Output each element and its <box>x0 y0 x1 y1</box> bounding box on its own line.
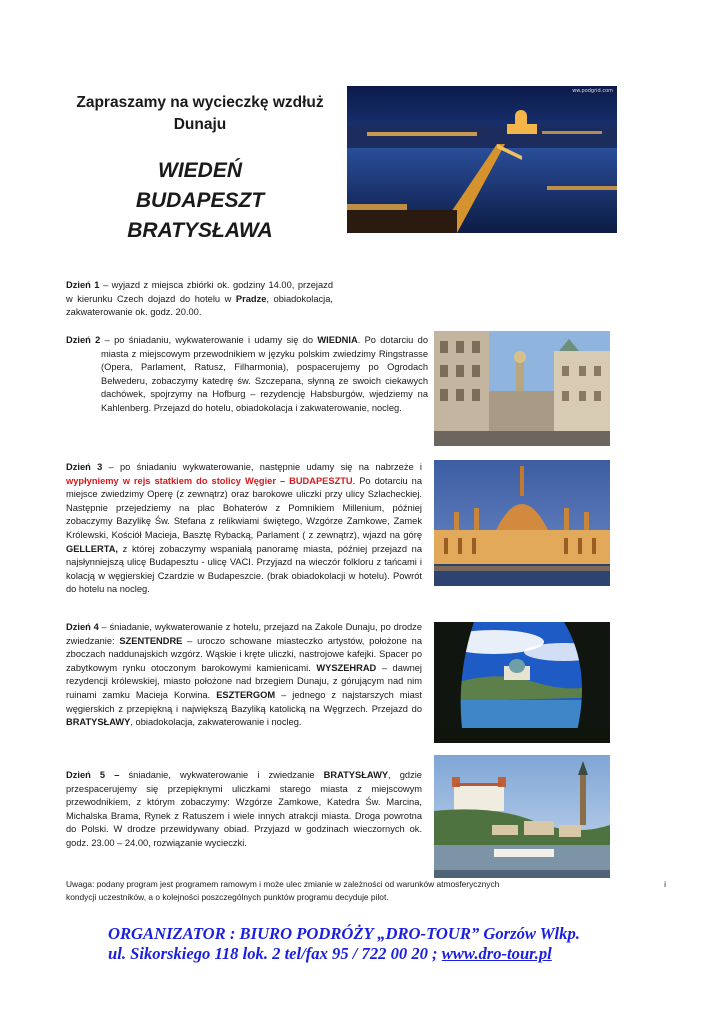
day-5-text-end: , gdzie przespacerujemy się przepięknymi uliczkami starego miasta z miejscowym przewodnikiem, z którym zobaczymy: Wzgórze Zamkowe, Katedra Św. Marcina, Michalska Brama, Rynek z Ratuszem i wiele innych atrakcji miasta. Droga powrotna do Polski. W drodze przewidywany obiad. Przyjazd w godzinach wieczornych ok. godz. 23.00 – 24.00, rozwiązanie wycieczki. <box>66 770 422 848</box>
day-3-gellert: GELLERTA, <box>66 543 118 554</box>
organizer-line-1: ORGANIZATOR : BIURO PODRÓŻY „DRO-TOUR” Gorzów Wlkp. <box>108 924 580 943</box>
day-1-text-end: , obiadokolacja, zakwaterowanie ok. godz. 20.00. <box>66 293 333 318</box>
danube-bend-photo <box>434 622 610 743</box>
city-budapest: BUDAPESZT <box>135 189 265 212</box>
day-5-bratislava: BRATYSŁAWY <box>323 770 389 780</box>
intro-line-2: Dunaju <box>173 116 227 133</box>
organizer-footer <box>108 924 628 964</box>
day-3-text-end: z której zobaczymy wspaniałą panoramę miasta, później przejazd na najsłynniejszą ulicę Budapesztu - ulicę VACI. Przyjazd na wieczór folkloru z tańcami i kolacją w węgierskiej Czardzie w Budapeszcie. (brak obiadokolacji w hotelu). Powrót do hotelu na nocleg. <box>66 543 422 595</box>
program-note <box>66 878 666 903</box>
vienna-street-image <box>434 331 610 446</box>
day-4-paragraph <box>66 621 422 730</box>
vienna-street-photo <box>434 331 610 446</box>
day-1-text: – wyjazd z miejsca zbiórki ok. godziny 14.00, przejazd w kierunku Czech dojazd do hotelu w <box>66 280 333 304</box>
day-4-text: – śniadanie, wykwaterowanie z hotelu, przejazd na Zakole Dunaju, po drodze zwiedzanie: <box>66 622 422 646</box>
day-4-wyszehrad: WYSZEHRAD <box>316 662 377 673</box>
intro-line-1: Zapraszamy na wycieczkę wzdłuż <box>76 94 324 111</box>
day-4-esztergom: ESZTERGOM <box>216 689 276 700</box>
photo-watermark: ww.podgrid.com <box>572 88 613 94</box>
intro-heading <box>60 92 340 246</box>
day-4-szentendre: SZENTENDRE <box>119 635 183 646</box>
day-2-label: Dzień 2 <box>66 335 101 345</box>
bratislava-castle-photo <box>434 755 610 878</box>
day-3-cruise-highlight: wypłyniemy w rejs statkiem do stolicy Węgier – BUDAPESZTU <box>66 475 353 486</box>
day-2-text: – po śniadaniu, wykwaterowanie i udamy się do <box>100 335 318 345</box>
note-line-1: Uwaga: podany program jest programem ramowym i może ulec zmianie w zależności od warunków atmosferycznych <box>66 879 500 889</box>
organizer-website-link[interactable]: www.dro-tour.pl <box>441 944 552 963</box>
day-4-text-3: – dawnej rezydencji królewskiej, miasto położone nad brzegiem Dunaju, z górującym nad nim ruinami zamku Macieja Korwina. <box>66 662 422 700</box>
budapest-night-image <box>347 86 617 233</box>
day-5-label: Dzień 5 – <box>66 770 120 780</box>
day-3-text-mid: . Po dotarciu na miejsce zwiedzimy Operę (z zewnątrz) oraz barokowe uliczki przy ulicy Szlacheckiej. Następnie przejedziemy na plac Bohaterów z Pomnikiem Millenium, później zobaczymy Bazylikę Św. Stefana z relikwiami świętego, Wzgórze Zamkowe, Zamek Królewski, Kościół Macieja, Basztę Rybacką, Parlament ( z zewnątrz), wjazd na górę <box>66 475 423 540</box>
day-4-bratislava: BRATYSŁAWY <box>66 717 131 728</box>
day-4-text-end: , obiadokolacja, zakwaterowanie i nocleg. <box>130 717 302 728</box>
day-1-label: Dzień 1 <box>66 280 100 290</box>
danube-bend-image <box>434 622 610 743</box>
note-trailing-char: i <box>664 879 666 889</box>
day-3-label: Dzień 3 <box>66 462 103 472</box>
parliament-photo <box>434 460 610 586</box>
bratislava-castle-image <box>434 755 610 878</box>
parliament-image <box>434 460 610 586</box>
day-2-text-end: . Po dotarciu do miasta z miejscowym przewodnikiem w języku polskim zwiedzimy Ringstrasse (Opera, Parlament, Ratusz, Filharmonia), pospacerujemy po Ogrodach Belwederu, zobaczymy katedrę św. Szczepana, słynną ze swoich ciekawych dachówek, spojrzymy na Hofburg – rezydencję Habsburgów, wjedziemy na Kahlenberg. Przejazd do hotelu, obiadokolacja i zakwaterowanie, nocleg. <box>101 335 428 413</box>
day-3-paragraph <box>66 461 422 597</box>
day-1-paragraph <box>66 279 333 320</box>
day-4-text-4: – jednego z najstarszych miast węgierskich z przepiękną i największą Bazyliką katolicką na Węgrzech. Przejazd do <box>66 689 423 714</box>
day-4-label: Dzień 4 <box>66 622 99 632</box>
day-4-text-2: – uroczo schowane miasteczko artystów, położone na zboczach naddunajskich wzgórz. Wąskie i kręte uliczki, nastrojowe kafejki. Spacer po zabytkowym rynku otoczonym barokowymi kamienicami. <box>66 635 422 673</box>
day-2-vienna: WIEDNIA <box>317 335 358 345</box>
city-list <box>60 156 340 246</box>
note-line-2: kondycji uczestników, a o kolejności poszczególnych punktów programu decyduje pilot. <box>66 891 389 902</box>
day-5-paragraph <box>66 769 422 851</box>
city-bratislava: BRATYSŁAWA <box>127 219 273 242</box>
day-2-paragraph <box>66 334 428 416</box>
organizer-address: ul. Sikorskiego 118 lok. 2 tel/fax 95 / 722 00 20 ; <box>108 944 442 963</box>
day-5-text: śniadanie, wykwaterowanie i zwiedzanie <box>119 770 324 780</box>
day-3-text: – po śniadaniu wykwaterowanie, następnie udamy się na nabrzeże i <box>102 462 422 472</box>
budapest-night-photo <box>347 86 617 233</box>
organizer-line-2 <box>108 944 628 964</box>
city-vienna: WIEDEŃ <box>158 159 242 182</box>
day-1-prague: Pradze <box>235 293 267 304</box>
